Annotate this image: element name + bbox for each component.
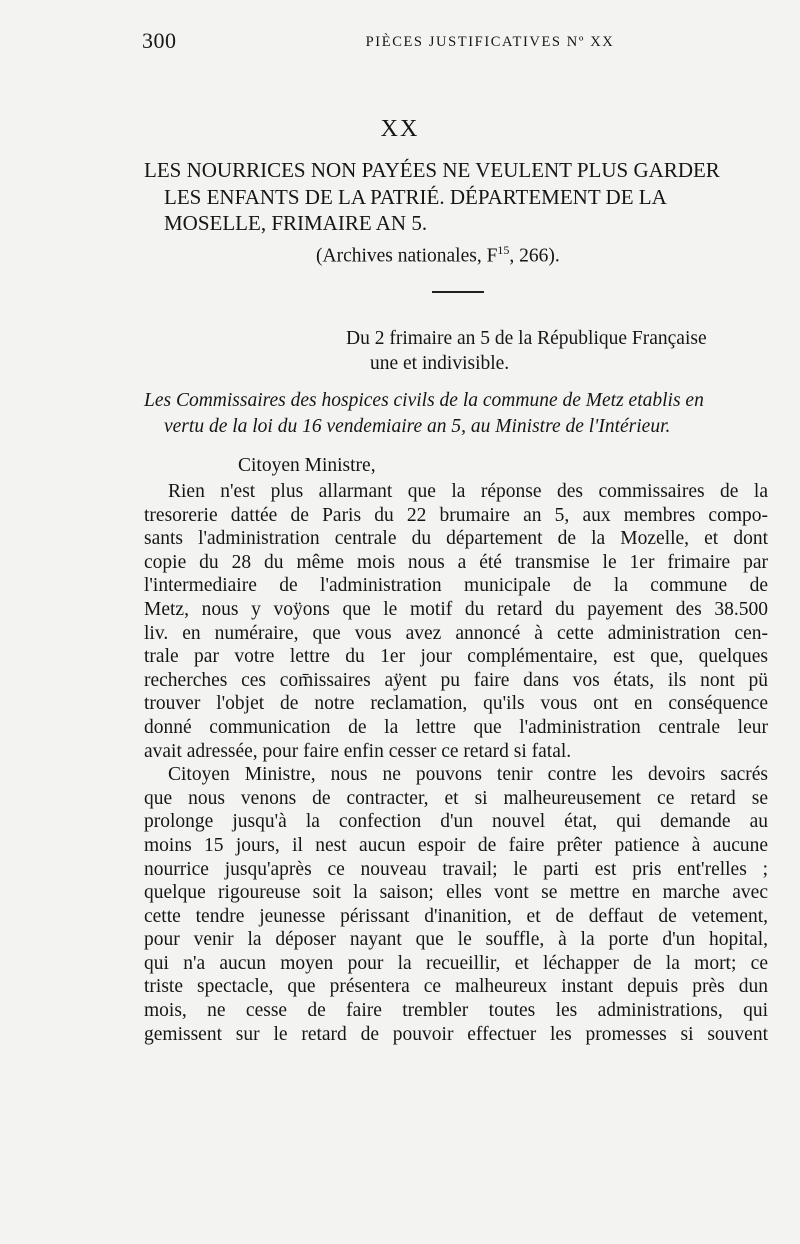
section-title-line: LES ENFANTS DE LA PATRIÉ. DÉPARTEMENT DE LA <box>164 184 667 209</box>
dateline-line: une et indivisible. <box>370 353 510 374</box>
body-line: qui n'a aucun moyen pour la recueillir, et léchapper de la mort; ce <box>144 952 768 974</box>
body-line: moins 15 jours, il nest aucun espoir de faire prêter patience à aucune <box>144 834 768 856</box>
source-prefix: (Archives nationales, F <box>316 245 498 267</box>
source-superscript: 15 <box>497 243 510 257</box>
body-line: liv. en numéraire, que vous avez annoncé à cette administration cen- <box>144 622 768 644</box>
section-title-line: LES NOURRICES NON PAYÉES NE VEULENT PLUS GARDER <box>144 158 720 182</box>
running-header <box>142 28 778 58</box>
body-line: trouver l'objet de notre reclamation, qu'ils vous ont en conséquence <box>144 693 768 715</box>
running-title: PIÈCES JUSTIFICATIVES Nº XX <box>365 34 615 50</box>
body-line: triste spectacle, que présentera ce malheureux instant depuis près dun <box>144 976 768 998</box>
body-line: sants l'administration centrale du département de la Mozelle, et dont <box>144 528 768 550</box>
letter-body <box>144 480 768 1046</box>
body-line: Metz, nous y voÿons que le motif du retard du payement des 38.500 <box>144 598 768 620</box>
body-line: prolonge jusqu'à la confection d'un nouvel état, qui demande au <box>144 811 768 833</box>
address-line: vertu de la loi du 16 vendemiaire an 5, au Ministre de l'Intérieur. <box>164 416 671 437</box>
body-line: tresorerie dattée de Paris du 22 brumaire an 5, aux membres compo- <box>144 504 768 526</box>
body-line: que nous venons de contracter, et si malheureusement ce retard se <box>144 787 768 809</box>
section-title <box>144 157 770 237</box>
address-line: Les Commissaires des hospices civils de la commune de Metz etablis en <box>144 390 704 411</box>
salutation: Citoyen Ministre, <box>238 455 376 476</box>
letter-address <box>144 388 768 440</box>
source-suffix: , 266). <box>509 245 560 267</box>
body-line: trale par votre lettre du 1er jour complémentaire, est que, quelques <box>144 646 768 668</box>
section-number: XX <box>380 116 420 142</box>
body-line: cette tendre jeunesse périssant d'inanition, et de deffaut de vetement, <box>144 905 768 927</box>
dateline-line: Du 2 frimaire an 5 de la République Française <box>346 328 707 349</box>
body-line: Citoyen Ministre, nous ne pouvons tenir contre les devoirs sacrés <box>168 764 768 786</box>
dateline <box>346 326 768 376</box>
body-line: copie du 28 du même mois nous a été transmise le 1er frimaire par <box>144 551 768 573</box>
body-line: recherches ces com̄issaires aÿent pu faire dans vos états, ils nont pü <box>144 669 768 691</box>
body-line: nourrice jusqu'après ce nouveau travail; le parti est pris ent'relles ; <box>144 858 768 880</box>
archive-source <box>316 243 560 268</box>
body-line: Rien n'est plus allarmant que la réponse des commissaires de la <box>168 481 768 502</box>
body-line: donné communication de la lettre que l'administration centrale leur <box>144 716 768 738</box>
separator-rule <box>432 291 484 293</box>
section-title-line: MOSELLE, FRIMAIRE AN 5. <box>164 211 428 235</box>
body-line: l'intermediaire de l'administration municipale de la commune de <box>144 575 768 597</box>
body-line: avait adressée, pour faire enfin cesser ce retard si fatal. <box>144 740 572 762</box>
body-line: mois, ne cesse de faire trembler toutes les administrations, qui <box>144 1000 768 1022</box>
body-line: pour venir la déposer nayant que le souffle, à la porte d'un hopital, <box>144 929 768 951</box>
body-line: gemissent sur le retard de pouvoir effectuer les promesses si souvent <box>144 1023 768 1045</box>
page-number: 300 <box>142 28 177 53</box>
body-line: quelque rigoureuse soit la saison; elles vont se mettre en marche avec <box>144 882 768 904</box>
